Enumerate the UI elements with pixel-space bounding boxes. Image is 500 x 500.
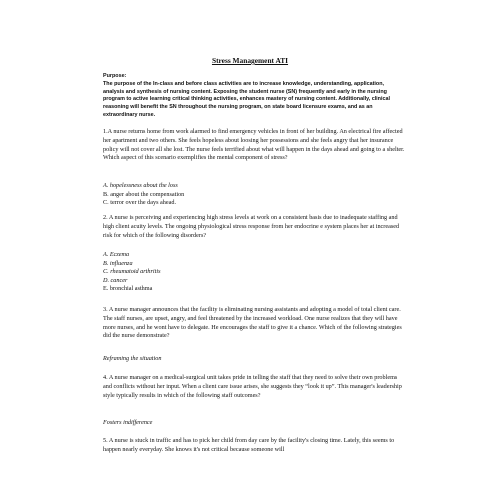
question-1-option-c: C. terror over the days ahead. xyxy=(103,199,177,207)
question-5-text: 5. A nurse is stuck in traffic and has to pick her child from day care by the facility's closing time. Lately, this seems to happen nearly everyday. She knows it's not critical because someone will xyxy=(103,437,395,453)
question-2-option-e: E. bronchial asthma xyxy=(103,285,153,293)
question-2-option-a: A. Eczema xyxy=(103,251,130,258)
question-1-options xyxy=(103,182,405,208)
question-3-answer: Reframing the situation xyxy=(103,355,162,362)
question-4-text: 4. A nurse manager on a medical-surgical unit takes pride in telling the staff that they need to solve their own problems and conflicts without her input. When a client care issue arises, she suggests they “look it up”. This manager's leadership style typically results in which of the following staff outcomes? xyxy=(103,374,402,399)
document-title: Stress Management ATI xyxy=(211,56,289,65)
question-2-options xyxy=(103,251,405,294)
question-2-option-b: B. influenza xyxy=(103,259,133,267)
question-4-answer: Fosters indifference xyxy=(103,419,153,426)
question-2-option-d: D. cancer xyxy=(103,276,128,284)
purpose-label: Purpose: xyxy=(103,73,127,79)
question-1-option-b: B. anger about the compensation xyxy=(103,190,185,198)
question-2-text: 2. A nurse is perceiving and experiencing high stress levels at work on a consistent basis due to inadequate staffing and high client acuity levels. The ongoing physiological stress response from her endocrine e system places her at increased risk for which of the following disorders? xyxy=(103,214,400,239)
purpose-text: The purpose of the In-class and before class activities are to increase knowledge, understanding, application, analysis and synthesis of nursing content. Exposing the student nurse (SN) frequently and early in the nursing program to active learning critical thinking activities, enhances mastery of nursing content. Additionally, clinical reasoning will benefit the SN throughout the nursing program, on state board licensure exams, and as an extraordinary nurse. xyxy=(103,81,390,118)
question-1-option-a: A. hopelessness about the loss xyxy=(103,182,178,189)
question-2-option-c: C. rheumatoid arthritis xyxy=(103,268,161,276)
question-1-text: 1.A nurse returns home from work alarmed to find emergency vehicles in front of her building. An electrical fire affected her apartment and two others. She feels hopeless about loosing her possessions and she feels angry that her insurance policy will not cover all she lost. The nurse feels terrified about what will happen in the days ahead and going to a shelter. Which aspect of this scenario exemplifies the mental component of stress? xyxy=(103,128,405,162)
question-3-text: 3. A nurse manager announces that the facility is eliminating nursing assistants and adopting a model of total client care. The staff nurses, are upset, angry, and feel threatened by the increased workload. One nurse realizes that they will have more nurses, and he wont have to delegate. He encourages the staff to give it a chance. Which of the following strategies did the nurse demonstrate? xyxy=(103,306,402,340)
